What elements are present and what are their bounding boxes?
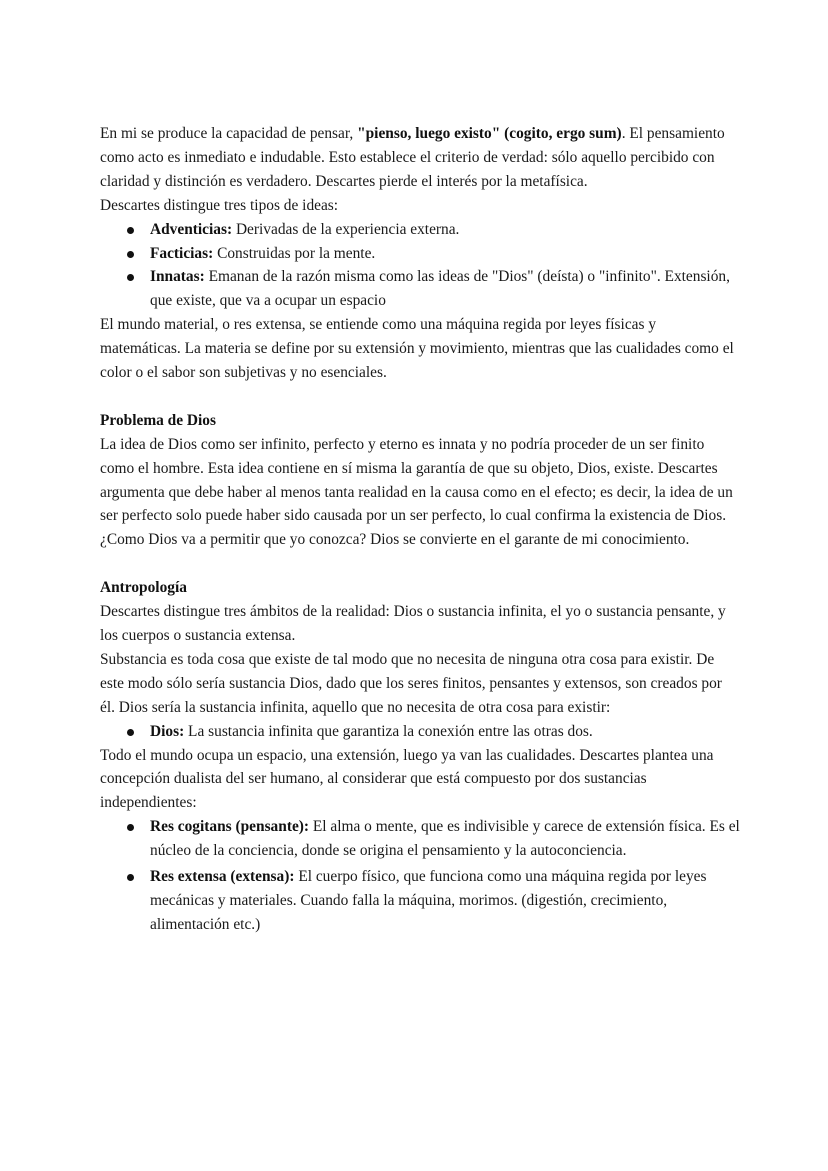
dualismo-paragraph: Todo el mundo ocupa un espacio, una extensión, luego ya van las cualidades. Descartes plantea una concepción dualista del ser humano, al considerar que está compuesto por dos sustancias independientes:: [100, 746, 714, 812]
cogito-paragraph: [100, 122, 740, 194]
document-page: [100, 122, 740, 937]
ideas-intro: Descartes distingue tres tipos de ideas:: [100, 196, 339, 214]
list-item: [100, 720, 740, 744]
list-item-desc: El cuerpo físico, que funciona como una máquina regida por leyes mecánicas y materiales. Cuando falla la máquina, morimos. (digestión, crecimiento, alimentación etc.): [150, 868, 707, 933]
cogito-text-end: . El pensamiento como acto es inmediato e indudable. Esto establece el criterio de verdad: sólo aquello percibido con claridad y distinción es verdadero. Descartes pierde el interés por la metafísica.: [100, 125, 725, 190]
dios-list: [100, 720, 740, 744]
list-item-term: Adventicias:: [150, 220, 233, 238]
dios-paragraph: La idea de Dios como ser infinito, perfecto y eterno es innata y no podría proceder de un ser finito como el hombre. Esta idea contiene en sí misma la garantía de que su objeto, Dios, existe. Descartes argumenta que debe haber al menos tanta realidad en la causa como en el efecto; es decir, la idea de un ser perfecto solo puede haber sido causada por un ser perfecto, lo cual confirma la existencia de Dios.: [100, 435, 733, 525]
section-heading-dios: [100, 409, 740, 433]
substancia-paragraph: Substancia es toda cosa que existe de tal modo que no necesita de ninguna otra cosa para existir. De este modo sólo sería sustancia Dios, dado que los seres finitos, pensantes y extensos, son creados por él. Dios sería la sustancia infinita, aquello que no necesita de otra cosa para existir:: [100, 650, 722, 716]
list-item: [100, 242, 740, 266]
section-heading-text: Antropología: [100, 579, 187, 597]
section-heading-text: Problema de Dios: [100, 411, 216, 429]
cogito-text-start: En mi se produce la capacidad de pensar,: [100, 125, 358, 142]
list-item-term: Dios:: [150, 722, 185, 740]
spacer: [100, 385, 740, 409]
list-item-desc: El alma o mente, que es indivisible y carece de extensión física. Es el núcleo de la conciencia, donde se origina el pensamiento y la autoconciencia.: [150, 818, 740, 860]
list-item-desc: Construidas por la mente.: [213, 244, 376, 262]
list-item: [100, 815, 740, 863]
list-item: [100, 865, 740, 937]
list-item-term: Facticias:: [150, 244, 214, 262]
res-extensa-paragraph: El mundo material, o res extensa, se entiende como una máquina regida por leyes físicas y matemáticas. La materia se define por su extensión y movimiento, mientras que las cualidades como el color o el sabor son subjetivas y no esenciales.: [100, 316, 734, 382]
list-item-term: Res extensa (extensa):: [150, 868, 295, 886]
list-item-desc: Derivadas de la experiencia externa.: [232, 220, 460, 238]
spacer: [100, 552, 740, 576]
dios-question-paragraph: ¿Como Dios va a permitir que yo conozca? Dios se convierte en el garante de mi conocimiento.: [100, 531, 690, 549]
ideas-list: [100, 218, 740, 314]
section-heading-antropologia: [100, 576, 740, 600]
cogito-bold-phrase: "pienso, luego existo" (cogito, ergo sum): [357, 125, 622, 142]
ambitos-paragraph: Descartes distingue tres ámbitos de la realidad: Dios o sustancia infinita, el yo o sustancia pensante, y los cuerpos o sustancia extensa.: [100, 603, 726, 644]
list-item-term: Res cogitans (pensante):: [150, 818, 310, 836]
list-item-term: Innatas:: [150, 268, 205, 286]
list-item-desc: La sustancia infinita que garantiza la conexión entre las otras dos.: [184, 722, 593, 740]
list-item: [100, 265, 740, 313]
sustancias-list: [100, 815, 740, 937]
list-item-desc: Emanan de la razón misma como las ideas de "Dios" (deísta) o "infinito". Extensión, que existe, que va a ocupar un espacio: [150, 268, 730, 310]
list-item: [100, 218, 740, 242]
